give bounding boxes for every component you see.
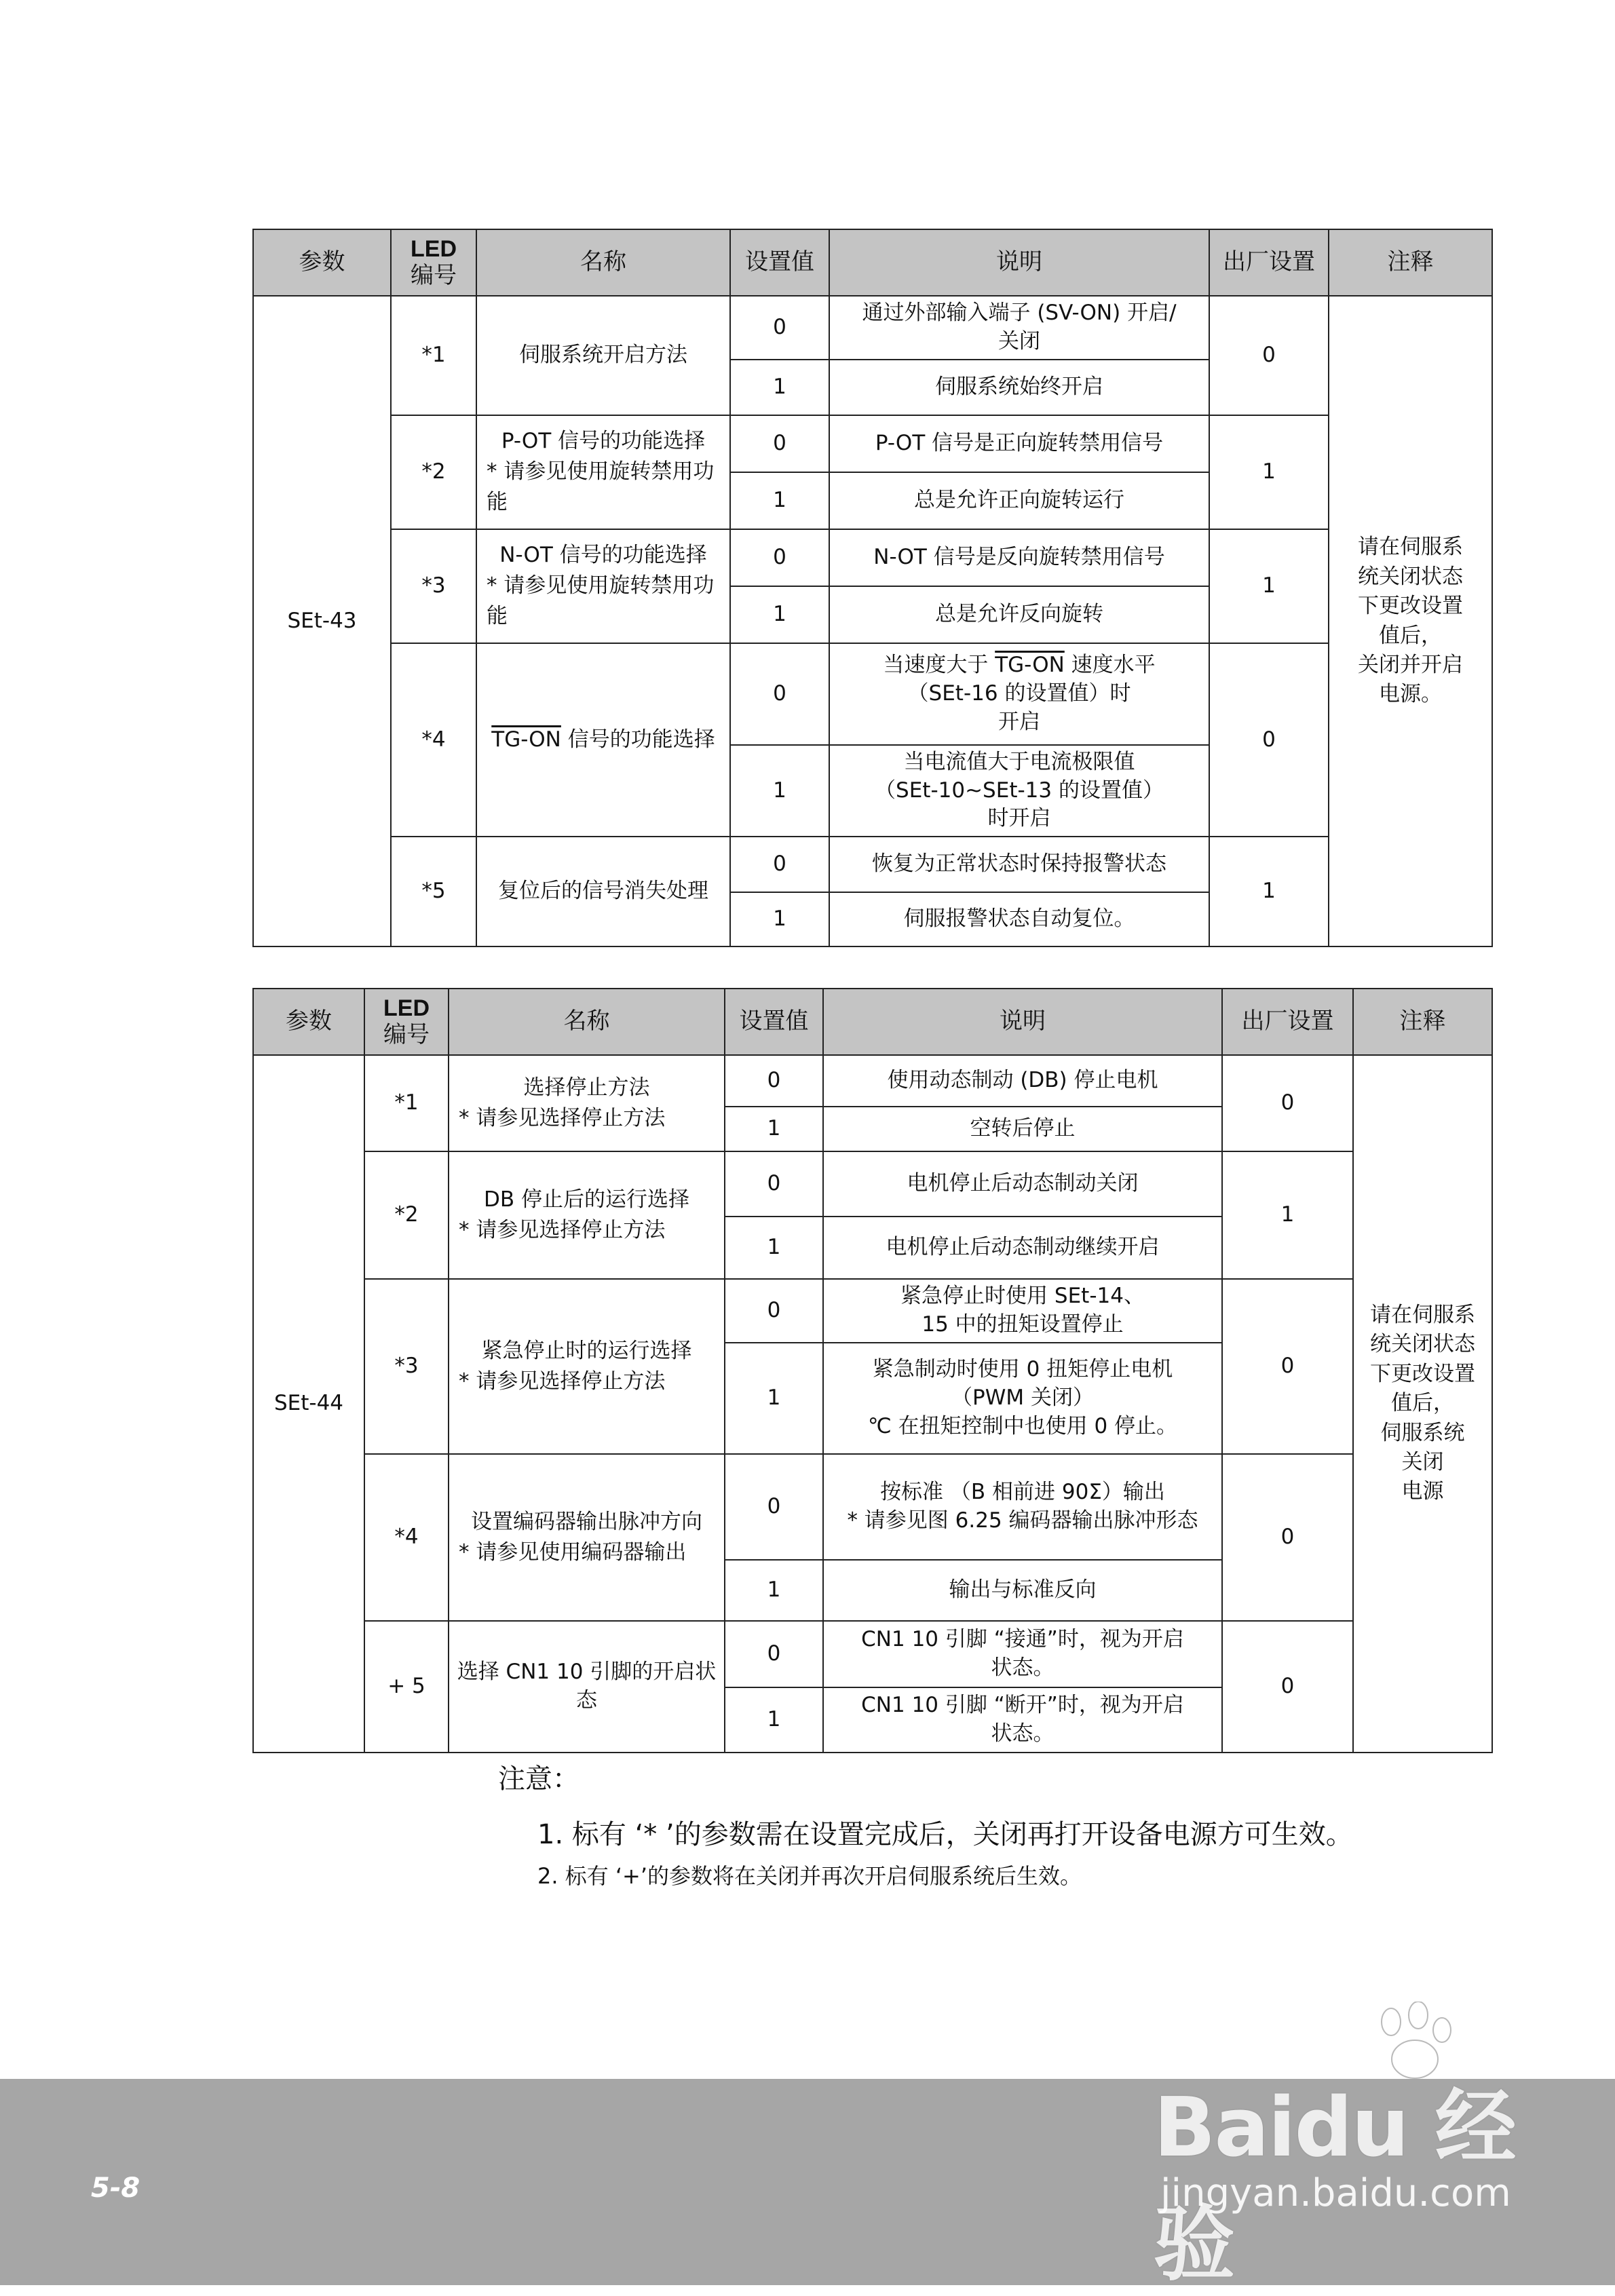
param-name: P-OT 信号的功能选择 * 请参见使用旋转禁用功能 (476, 415, 730, 529)
option-value: 0 (725, 1621, 823, 1687)
header-name: 名称 (476, 229, 730, 296)
option-desc: 总是允许正向旋转运行 (829, 472, 1209, 529)
led-number: *1 (364, 1055, 449, 1151)
option-value: 0 (730, 837, 829, 892)
option-value: 1 (730, 472, 829, 529)
option-desc: 当速度大于 TG-ON 速度水平 （SEt-16 的设置值）时 开启 (829, 643, 1209, 745)
option-desc: 伺服系统始终开启 (829, 360, 1209, 415)
factory-value: 1 (1209, 529, 1329, 643)
header-value: 设置值 (730, 229, 829, 296)
option-desc: 输出与标准反向 (823, 1560, 1222, 1621)
param-name: 设置编码器输出脉冲方向 * 请参见使用编码器输出 (449, 1454, 725, 1621)
option-desc: 电机停止后动态制动关闭 (823, 1151, 1222, 1217)
option-value: 0 (730, 415, 829, 472)
header-value: 设置值 (725, 989, 823, 1055)
notes-section (498, 1763, 1353, 1889)
led-number: *5 (391, 837, 476, 946)
table-row (253, 1454, 1492, 1560)
led-number: *3 (364, 1279, 449, 1454)
note-2: 2. 标有 ‘+’的参数将在关闭并再次开启伺服系统后生效。 (537, 1863, 1082, 1889)
table-header-row (253, 229, 1492, 296)
watermark-logo: Baidu 经验 (1154, 2081, 1515, 2292)
option-desc: 电机停止后动态制动继续开启 (823, 1217, 1222, 1279)
option-value: 1 (725, 1343, 823, 1454)
led-number: *4 (364, 1454, 449, 1621)
table-row (253, 529, 1492, 586)
option-desc: 空转后停止 (823, 1107, 1222, 1151)
header-factory: 出厂设置 (1209, 229, 1329, 296)
header-led-top: LED (383, 995, 430, 1021)
param-name: 紧急停止时的运行选择 * 请参见选择停止方法 (449, 1279, 725, 1454)
factory-value: 0 (1222, 1621, 1353, 1753)
option-desc: 总是允许反向旋转 (829, 586, 1209, 643)
factory-value: 1 (1209, 415, 1329, 529)
table-row (253, 837, 1492, 892)
factory-value: 0 (1209, 296, 1329, 415)
option-value: 1 (725, 1687, 823, 1753)
factory-value: 0 (1209, 643, 1329, 837)
param-name: DB 停止后的运行选择 * 请参见选择停止方法 (449, 1151, 725, 1279)
header-desc: 说明 (823, 989, 1222, 1055)
led-number: *4 (391, 643, 476, 837)
page-number: 5-8 (91, 2173, 140, 2204)
param-code: SEt-44 (253, 1055, 364, 1753)
table-row (253, 1151, 1492, 1217)
header-param: 参数 (253, 229, 391, 296)
option-value: 0 (730, 643, 829, 745)
option-value: 0 (730, 296, 829, 360)
header-led-bottom: 编号 (411, 262, 457, 289)
factory-value: 1 (1209, 837, 1329, 946)
led-number: *2 (364, 1151, 449, 1279)
option-desc: 使用动态制动 (DB) 停止电机 (823, 1055, 1222, 1107)
watermark-url: jingyan.baidu.com (1160, 2171, 1511, 2215)
option-value: 0 (725, 1454, 823, 1560)
header-remark: 注释 (1353, 989, 1492, 1055)
param-name: TG-ON 信号的功能选择 (476, 643, 730, 837)
option-value: 1 (725, 1107, 823, 1151)
param-table-set43 (252, 229, 1493, 947)
option-desc: CN1 10 引脚 “接通”时，视为开启 状态。 (823, 1621, 1222, 1687)
table-row (253, 643, 1492, 745)
option-value: 1 (725, 1217, 823, 1279)
option-value: 1 (730, 745, 829, 837)
option-desc: P-OT 信号是正向旋转禁用信号 (829, 415, 1209, 472)
factory-value: 0 (1222, 1454, 1353, 1621)
option-desc: 伺服报警状态自动复位。 (829, 892, 1209, 946)
header-led-bottom: 编号 (383, 1021, 430, 1048)
led-number: *3 (391, 529, 476, 643)
table-row (253, 1621, 1492, 1687)
header-factory: 出厂设置 (1222, 989, 1353, 1055)
option-value: 0 (725, 1055, 823, 1107)
option-desc: 恢复为正常状态时保持报警状态 (829, 837, 1209, 892)
header-param: 参数 (253, 989, 364, 1055)
header-led-top: LED (411, 235, 457, 262)
option-desc: N-OT 信号是反向旋转禁用信号 (829, 529, 1209, 586)
table-row (253, 1279, 1492, 1343)
param-name: N-OT 信号的功能选择 * 请参见使用旋转禁用功能 (476, 529, 730, 643)
option-value: 1 (730, 360, 829, 415)
led-number: *1 (391, 296, 476, 415)
option-desc: CN1 10 引脚 “断开”时，视为开启 状态。 (823, 1687, 1222, 1753)
factory-value: 1 (1222, 1151, 1353, 1279)
param-name: 伺服系统开启方法 (476, 296, 730, 415)
table-row (253, 1055, 1492, 1107)
option-value: 0 (730, 529, 829, 586)
factory-value: 0 (1222, 1055, 1353, 1151)
baidu-watermark (1140, 2002, 1547, 2292)
factory-value: 0 (1222, 1279, 1353, 1454)
param-name: 选择 CN1 10 引脚的开启状态 (449, 1621, 725, 1753)
option-desc: 紧急制动时使用 0 扭矩停止电机 （PWM 关闭） ℃ 在扭矩控制中也使用 0 停止。 (823, 1343, 1222, 1454)
param-table-set44 (252, 988, 1493, 1753)
note-1: 1. 标有 ‘* ’的参数需在设置完成后，关闭再打开设备电源方可生效。 (537, 1819, 1353, 1850)
header-desc: 说明 (829, 229, 1209, 296)
header-name: 名称 (449, 989, 725, 1055)
option-value: 1 (725, 1560, 823, 1621)
remark: 请在伺服系 统关闭状态 下更改设置 值后， 伺服系统 关闭 电源 (1353, 1055, 1492, 1753)
param-name: 复位后的信号消失处理 (476, 837, 730, 946)
notes-title: 注意： (498, 1763, 580, 1795)
led-number: + 5 (364, 1621, 449, 1753)
option-value: 1 (730, 586, 829, 643)
table-header-row (253, 989, 1492, 1055)
option-desc: 当电流值大于电流极限值 （SEt-10~SEt-13 的设置值） 时开启 (829, 745, 1209, 837)
table-row (253, 415, 1492, 472)
led-number: *2 (391, 415, 476, 529)
header-led (391, 229, 476, 296)
param-name: 选择停止方法 * 请参见选择停止方法 (449, 1055, 725, 1151)
option-desc: 按标准 （B 相前进 90Σ）输出 * 请参见图 6.25 编码器输出脉冲形态 (823, 1454, 1222, 1560)
option-desc: 通过外部输入端子 (SV-ON) 开启/ 关闭 (829, 296, 1209, 360)
table-row (253, 296, 1492, 360)
option-desc: 紧急停止时使用 SEt-14、 15 中的扭矩设置停止 (823, 1279, 1222, 1343)
header-led (364, 989, 449, 1055)
option-value: 0 (725, 1151, 823, 1217)
param-code: SEt-43 (253, 296, 391, 946)
option-value: 0 (725, 1279, 823, 1343)
remark: 请在伺服系 统关闭状态 下更改设置 值后， 关闭并开启 电源。 (1329, 296, 1492, 946)
header-remark: 注释 (1329, 229, 1492, 296)
option-value: 1 (730, 892, 829, 946)
